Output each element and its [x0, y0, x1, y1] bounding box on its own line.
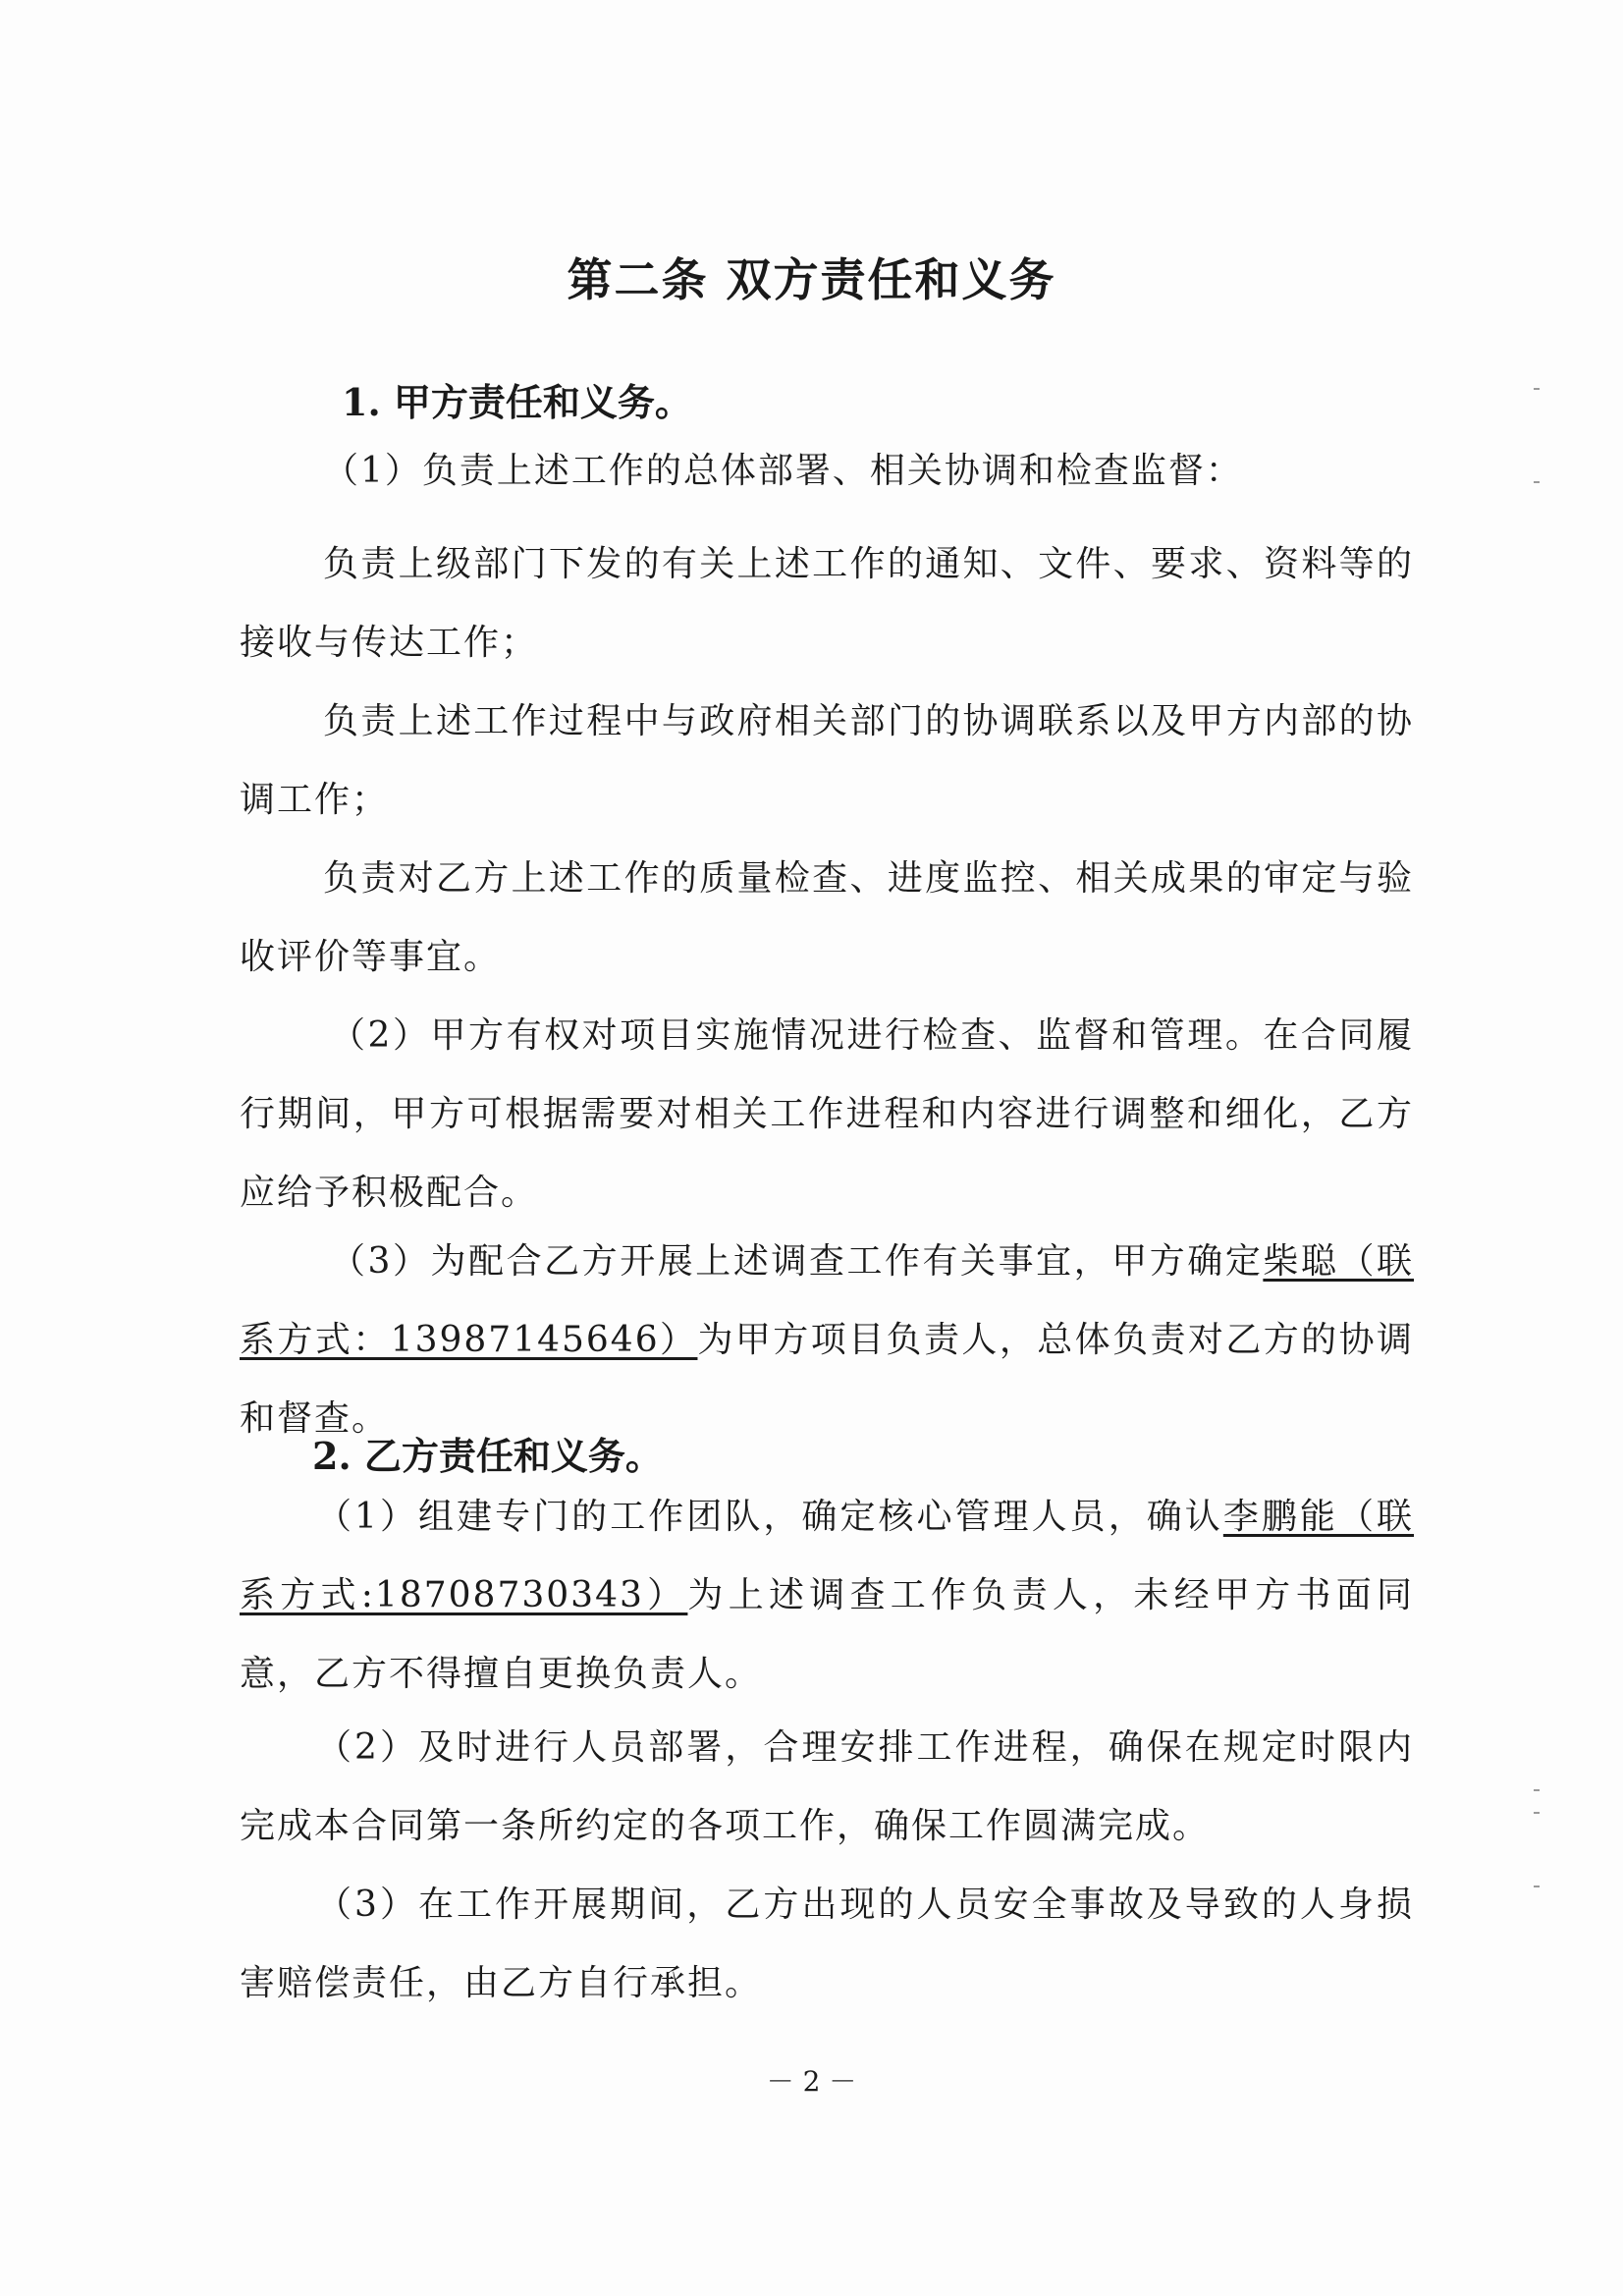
party-b-item-2: （2）及时进行人员部署，合理安排工作进程，确保在规定时限内完成本合同第一条所约定的各项工作，确保工作圆满完成。: [240, 1727, 1414, 1846]
party-b-item-1-text-post: 为上述调查工作负责人，未经甲方书面同意，乙方不得擅自更换负责人。: [240, 1575, 1414, 1694]
margin-mark: [1534, 1886, 1540, 1887]
party-a-item-3-text-post: 为甲方项目负责人，总体负责对乙方的协调和督查。: [240, 1320, 1414, 1439]
party-a-item-1-paragraph-2: 负责上述工作过程中与政府相关部门的协调联系以及甲方内部的协调工作；: [240, 701, 1414, 820]
party-b-item-1: [240, 1478, 1414, 1714]
party-a-heading: 1. 甲方责任和义务。: [342, 380, 692, 424]
article-title: 第二条 双方责任和义务: [567, 253, 1056, 306]
party-a-item-3-text-pre: （3）为配合乙方开展上述调查工作有关事宜，甲方确定: [330, 1241, 1264, 1282]
party-b-heading: 2. 乙方责任和义务。: [312, 1434, 663, 1478]
page-number: － 2 －: [766, 2065, 857, 2098]
margin-mark: [1534, 1789, 1540, 1791]
margin-mark: [1534, 481, 1540, 483]
party-b-contact: 李鹏能（联系方式:18708730343）: [240, 1497, 1414, 1615]
party-a-item-2: （2）甲方有权对项目实施情况进行检查、监督和管理。在合同履行期间，甲方可根据需要对相关工作进程和内容进行调整和细化，乙方应给予积极配合。: [240, 1015, 1414, 1213]
margin-mark: [1534, 1812, 1540, 1814]
party-b-item-1-text-pre: （1）组建专门的工作团队，确定核心管理人员，确认: [316, 1497, 1223, 1537]
party-a-item-3: [240, 1223, 1414, 1458]
party-a-item-1-paragraph-1: 负责上级部门下发的有关上述工作的通知、文件、要求、资料等的接收与传达工作；: [240, 544, 1414, 663]
party-b-item-3: （3）在工作开展期间，乙方出现的人员安全事故及导致的人身损害赔偿责任，由乙方自行承担。: [240, 1885, 1414, 2003]
margin-mark: [1534, 388, 1540, 390]
party-a-item-1-paragraph-3: 负责对乙方上述工作的质量检查、进度监控、相关成果的审定与验收评价等事宜。: [240, 858, 1414, 977]
party-a-contact: 柴聪（联系方式：13987145646）: [240, 1241, 1414, 1360]
party-a-item-1-title: （1）负责上述工作的总体部署、相关协调和检查监督：: [323, 451, 1243, 491]
